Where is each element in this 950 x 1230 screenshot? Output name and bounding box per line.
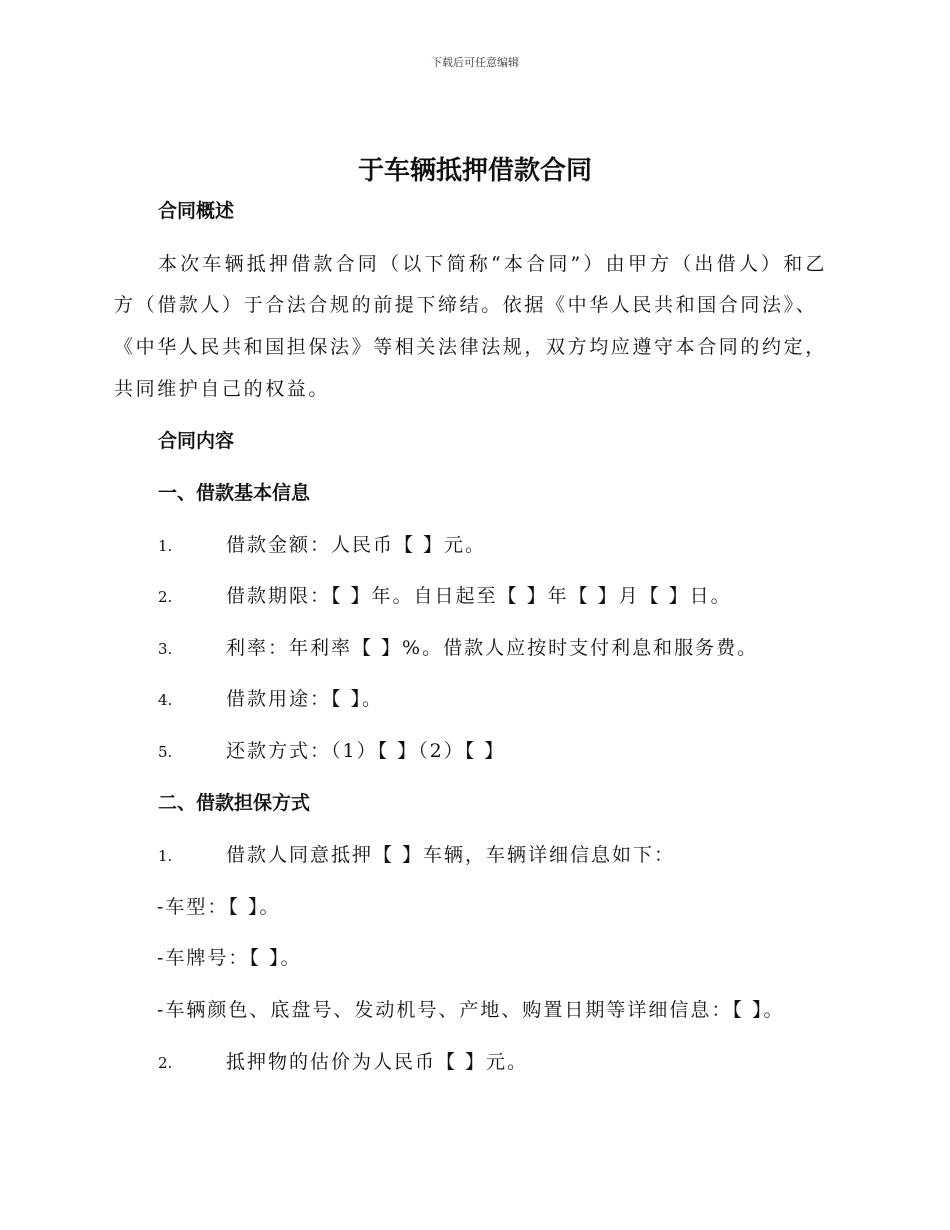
item-text: 还款方式：（1）【 】（2）【 】 (226, 740, 506, 762)
item-text: 借款金额：人民币【 】元。 (226, 534, 487, 556)
overview-line-4: 共同维护自己的权益。 (114, 378, 331, 400)
vehicle-detail-model: -车型：【 】。 (157, 896, 281, 918)
item-text: 借款用途：【 】。 (226, 688, 384, 710)
vehicle-detail-other: -车辆颜色、底盘号、发动机号、产地、购置日期等详细信息：【 】。 (157, 999, 785, 1021)
document-title: 于车辆抵押借款合同 (357, 156, 592, 186)
item-text: 利率：年利率【 】%。借款人应按时支付利息和服务费。 (226, 637, 759, 659)
overview-line-3: 《中华人民共和国担保法》等相关法律法规，双方均应遵守本合同的约定， (114, 336, 827, 358)
item-number: 5. (158, 743, 173, 761)
item-text: 抵押物的估价为人民币【 】元。 (226, 1051, 529, 1073)
item-text: 借款人同意抵押【 】车辆，车辆详细信息如下： (226, 844, 676, 866)
vehicle-detail-plate: -车牌号：【 】。 (157, 947, 302, 969)
item-number: 1. (158, 847, 173, 865)
header-note: 下载后可任意编辑 (431, 56, 519, 69)
overview-line-1: 本次车辆抵押借款合同（以下简称“本合同”）由甲方（出借人）和乙 (158, 253, 828, 275)
content-heading: 合同内容 (158, 430, 235, 452)
item-number: 2. (158, 588, 173, 606)
item-number: 3. (158, 640, 173, 658)
section2-heading: 二、借款担保方式 (158, 792, 311, 814)
overview-line-2: 方（借款人）于合法合规的前提下缔结。依据《中华人民共和国合同法》、 (114, 294, 818, 316)
overview-heading: 合同概述 (158, 200, 235, 222)
section1-heading: 一、借款基本信息 (158, 482, 311, 504)
item-text: 借款期限：【 】年。自日起至【 】年【 】月【 】日。 (226, 585, 732, 607)
item-number: 2. (158, 1054, 173, 1072)
item-number: 4. (158, 691, 173, 709)
item-number: 1. (158, 537, 173, 555)
